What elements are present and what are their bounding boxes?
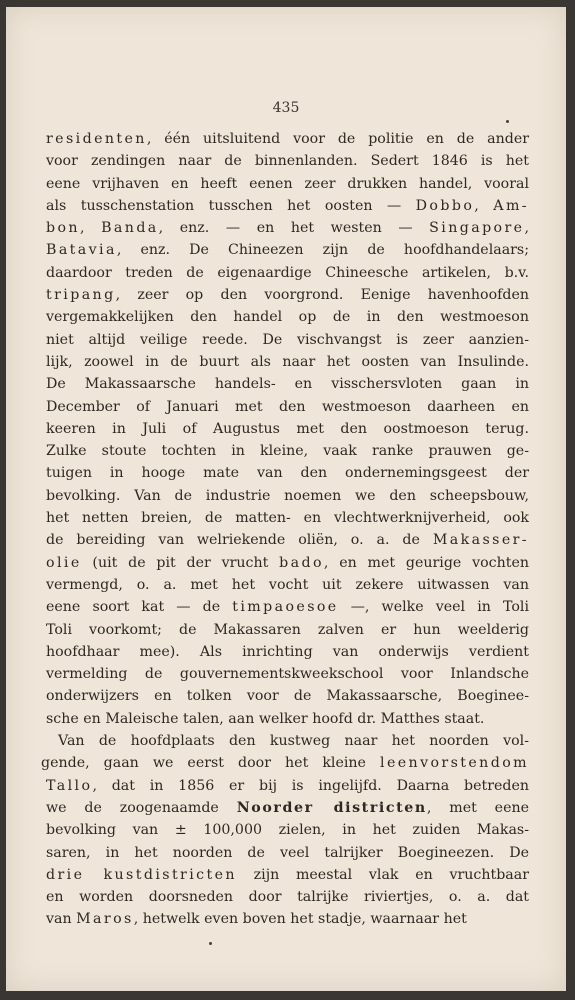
- text-run: van: [46, 911, 77, 928]
- text-line: [46, 596, 529, 618]
- text-line: [46, 485, 529, 507]
- text-line: [46, 886, 529, 908]
- book-page: [6, 7, 566, 991]
- speck-mark: [209, 942, 212, 945]
- text-run: eene soort kat — de: [46, 599, 233, 616]
- text-run: voor zendingen naar de binnenlanden. Sedert 1846 is het: [46, 153, 529, 170]
- text-line: [46, 373, 529, 395]
- text-run: vermelding de gouvernementskweekschool voor Inlandsche: [46, 666, 529, 683]
- text-line: [46, 641, 529, 663]
- text-run: gende, gaan we eerst door het kleine: [41, 755, 380, 772]
- text-run: niet altijd veilige reede. De vischvangst is zeer aanzien-: [46, 331, 529, 348]
- text-line: [46, 685, 529, 707]
- text-line: [46, 173, 529, 195]
- text-line: [46, 507, 529, 529]
- text-run: Zulke stoute tochten in kleine, vaak ranke prauwen ge-: [46, 443, 529, 460]
- text-run: de bereiding van welriekende oliën, o. a. de: [46, 532, 433, 549]
- text-line: [46, 351, 529, 373]
- spaced-term: Dobbo: [415, 197, 475, 214]
- spaced-term: Tallo: [46, 777, 93, 794]
- text-run: eene vrijhaven en heeft eenen zeer drukken handel, vooral: [46, 175, 529, 192]
- text-run: ,: [79, 220, 102, 237]
- text-run: ,: [524, 220, 529, 237]
- text-run: sche en Maleische talen, aan welker hoofd dr. Matthes staat.: [46, 710, 485, 727]
- text-run: , met eene: [426, 799, 529, 816]
- text-line: [46, 306, 529, 328]
- text-line: [46, 195, 529, 217]
- text-line: [41, 752, 529, 774]
- text-run: vermengd, o. a. met het vocht uit zekere uitwassen van: [46, 576, 529, 593]
- text-run: De Makassaarsche handels- en visschersvloten gaan in: [46, 376, 529, 393]
- text-line: [46, 418, 529, 440]
- text-run: , hetwelk even boven het stadje, waarnaar het: [133, 911, 467, 928]
- text-run: saren, in het noorden de veel talrijker Boegineezen. De: [46, 844, 529, 861]
- text-line: [46, 663, 529, 685]
- text-run: en worden doorsneden door talrijke riviertjes, o. a. dat: [46, 889, 529, 906]
- text-run: Toli voorkomt; de Makassaren zalven er hun weelderig: [46, 621, 529, 638]
- spaced-term: olie: [46, 554, 82, 571]
- text-run: keeren in Juli of Augustus met den oostmoeson terug.: [46, 420, 529, 437]
- text-line: [46, 128, 529, 150]
- spaced-term: Maros: [76, 911, 134, 928]
- text-run: tuigen in hooge mate van den ondernemingsgeest der: [46, 465, 529, 482]
- text-line: [46, 462, 529, 484]
- text-line: [46, 396, 529, 418]
- spaced-term: bado: [279, 554, 324, 571]
- text-run: , zeer op den voorgrond. Eenige havenhoofden: [115, 287, 529, 304]
- speck-mark: [506, 120, 509, 123]
- text-line: [46, 730, 529, 752]
- text-run: bevolking van ± 100,000 zielen, in het zuiden Makas-: [46, 822, 529, 839]
- text-line: [46, 775, 529, 797]
- spaced-term: Banda: [101, 220, 159, 237]
- text-line: [46, 262, 529, 284]
- text-line: [46, 819, 529, 841]
- bold-term: Noorder districten: [236, 799, 427, 816]
- text-run: zijn meestal vlak en vruchtbaar: [236, 866, 529, 883]
- text-line: [46, 864, 529, 886]
- text-run: daardoor treden de eigenaardige Chineesche artikelen, b.v.: [46, 264, 529, 281]
- text-run: —, welke veel in Toli: [338, 599, 529, 616]
- text-line: [46, 529, 529, 551]
- text-line: [46, 708, 529, 730]
- spaced-term: bon: [46, 220, 80, 237]
- spaced-term: residenten: [46, 131, 147, 147]
- text-run: , dat in 1856 er bij is ingelijfd. Daarna betreden: [92, 777, 529, 794]
- text-run: ,: [474, 197, 494, 214]
- text-run: , enz. — en het westen —: [158, 220, 430, 237]
- text-line: [46, 239, 529, 261]
- text-line: [46, 908, 529, 930]
- text-line: [46, 440, 529, 462]
- text-line: [46, 217, 529, 239]
- spaced-term: timpaoesoe: [232, 599, 339, 616]
- text-run: bevolking. Van de industrie noemen we den scheepsbouw,: [46, 487, 529, 504]
- text-run: als tusschenstation tusschen het oosten —: [46, 197, 416, 214]
- text-run: hoofdhaar mee). Als inrichting van onderwijs verdient: [46, 643, 529, 660]
- text-run: lijk, zoowel in de buurt als naar het oosten van Insulinde.: [46, 353, 529, 370]
- text-run: , en met geurige vochten: [323, 554, 530, 571]
- spaced-term: leenvorstendom: [380, 755, 529, 772]
- spaced-term: tripang: [46, 287, 116, 304]
- text-run: het netten breien, de matten- en vlechtwerknijverheid, ook: [46, 510, 529, 527]
- spaced-term: Am-: [493, 197, 529, 214]
- text-run: (uit de pit der vrucht: [81, 554, 280, 571]
- text-run: onderwijzers en tolken voor de Makassaarsche, Boeginee-: [46, 688, 529, 705]
- body-text: [41, 128, 530, 931]
- text-line: [46, 284, 529, 306]
- text-line: [46, 150, 529, 172]
- text-run: Van de hoofdplaats den kustweg naar het noorden vol-: [58, 733, 529, 750]
- spaced-term: Makasser-: [432, 532, 529, 549]
- text-run: vergemakkelijken den handel op de in den westmoeson: [46, 309, 529, 326]
- spaced-term: Batavia: [46, 242, 117, 259]
- spaced-term: Singapore: [429, 220, 525, 237]
- page-number: 435: [272, 100, 300, 116]
- text-run: we de zoogenaamde: [46, 799, 237, 816]
- text-line: [46, 552, 529, 574]
- text-run: , één uitsluitend voor de politie en de ander: [146, 131, 529, 147]
- text-line: [46, 797, 529, 819]
- text-run: , enz. De Chineezen zijn de hoofdhandelaars;: [116, 242, 529, 259]
- spaced-term: drie kustdistricten: [46, 866, 237, 883]
- text-line: [46, 842, 529, 864]
- text-run: December of Januari met den westmoeson daarheen en: [46, 398, 529, 415]
- text-line: [46, 619, 529, 641]
- text-line: [46, 574, 529, 596]
- text-line: [46, 329, 529, 351]
